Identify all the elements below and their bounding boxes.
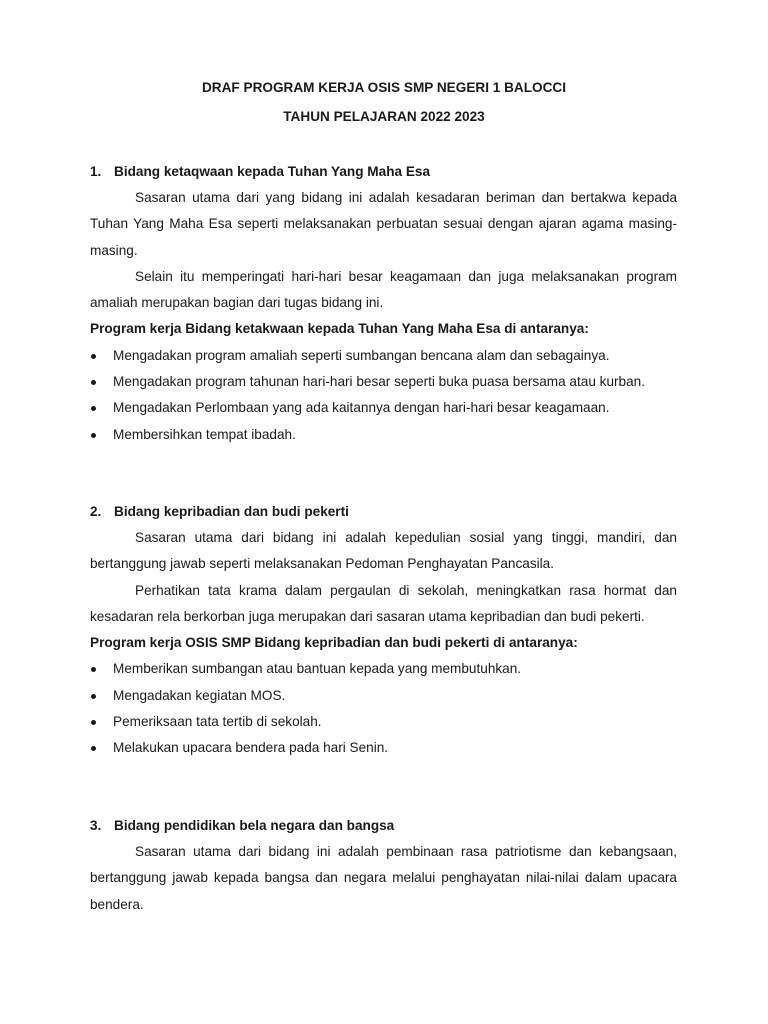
- bullet-icon: [91, 433, 96, 438]
- program-title: Program kerja OSIS SMP Bidang kepribadian dan budi pekerti di antaranya:: [90, 635, 578, 651]
- section-2: [90, 499, 677, 762]
- program-list: [90, 656, 677, 761]
- list-item: [90, 656, 677, 682]
- section-heading-text: Bidang kepribadian dan budi pekerti: [114, 504, 349, 519]
- section-heading: [90, 499, 677, 525]
- section-number: 1.: [90, 164, 102, 179]
- program-title: Program kerja Bidang ketakwaan kepada Tuhan Yang Maha Esa di antaranya:: [90, 321, 589, 337]
- bullet-icon: [91, 746, 96, 751]
- document-title: DRAF PROGRAM KERJA OSIS SMP NEGERI 1 BALOCCI: [201, 80, 567, 95]
- section-1: [90, 159, 677, 448]
- program-list: [90, 343, 677, 448]
- section-heading-text: Bidang pendidikan bela negara dan bangsa: [114, 818, 395, 833]
- bullet-icon: [91, 720, 96, 725]
- section-heading: [90, 813, 677, 839]
- list-item: [90, 683, 677, 709]
- paragraph: Sasaran utama dari yang bidang ini adalah kesadaran beriman dan bertakwa kepada Tuhan Yang Maha Esa seperti melaksanakan perbuatan sesuai dengan ajaran agama masing-masing.: [90, 190, 677, 258]
- list-item-text: Mengadakan program tahunan hari-hari besar seperti buka puasa bersama atau kurban.: [113, 374, 645, 390]
- list-item: [90, 343, 677, 369]
- paragraph: Perhatikan tata krama dalam pergaulan di sekolah, meningkatkan rasa hormat dan kesadaran rela berkorban juga merupakan dari sasaran utama kepribadian dan budi pekerti.: [90, 582, 677, 624]
- list-item: [90, 735, 677, 761]
- bullet-icon: [91, 694, 96, 699]
- list-item: [90, 709, 677, 735]
- bullet-icon: [91, 354, 96, 359]
- section-heading-text: Bidang ketaqwaan kepada Tuhan Yang Maha Esa: [114, 164, 431, 179]
- section-number: 3.: [90, 818, 102, 833]
- list-item: [90, 422, 677, 448]
- paragraph: Sasaran utama dari bidang ini adalah kepedulian sosial yang tinggi, mandiri, dan bertanggung jawab seperti melaksanakan Pedoman Penghayatan Pancasila.: [90, 530, 677, 572]
- list-item-text: Memberikan sumbangan atau bantuan kepada yang membutuhkan.: [113, 661, 522, 677]
- bullet-icon: [91, 380, 96, 385]
- section-3: [90, 813, 677, 918]
- bullet-icon: [91, 406, 96, 411]
- list-item: [90, 395, 677, 421]
- list-item-text: Pemeriksaan tata tertib di sekolah.: [113, 714, 322, 730]
- bullet-icon: [91, 667, 96, 672]
- list-item-text: Melakukan upacara bendera pada hari Senin.: [113, 740, 389, 756]
- section-heading: [90, 159, 677, 185]
- list-item-text: Mengadakan program amaliah seperti sumbangan bencana alam dan sebagainya.: [113, 347, 610, 363]
- list-item-text: Mengadakan kegiatan MOS.: [113, 687, 286, 703]
- list-item-text: Membersihkan tempat ibadah.: [113, 426, 296, 442]
- list-item: [90, 369, 677, 395]
- paragraph: Selain itu memperingati hari-hari besar keagamaan dan juga melaksanakan program amaliah merupakan bagian dari tugas bidang ini.: [90, 268, 677, 311]
- paragraph: Sasaran utama dari bidang ini adalah pembinaan rasa patriotisme dan kebangsaan, bertanggung jawab kepada bangsa dan negara melalui penghayatan nilai-nilai dalam upacara bendera.: [90, 844, 677, 912]
- list-item-text: Mengadakan Perlombaan yang ada kaitannya dengan hari-hari besar keagamaan.: [113, 400, 610, 416]
- document-subtitle: TAHUN PELAJARAN 2022 2023: [283, 109, 485, 124]
- section-number: 2.: [90, 504, 102, 519]
